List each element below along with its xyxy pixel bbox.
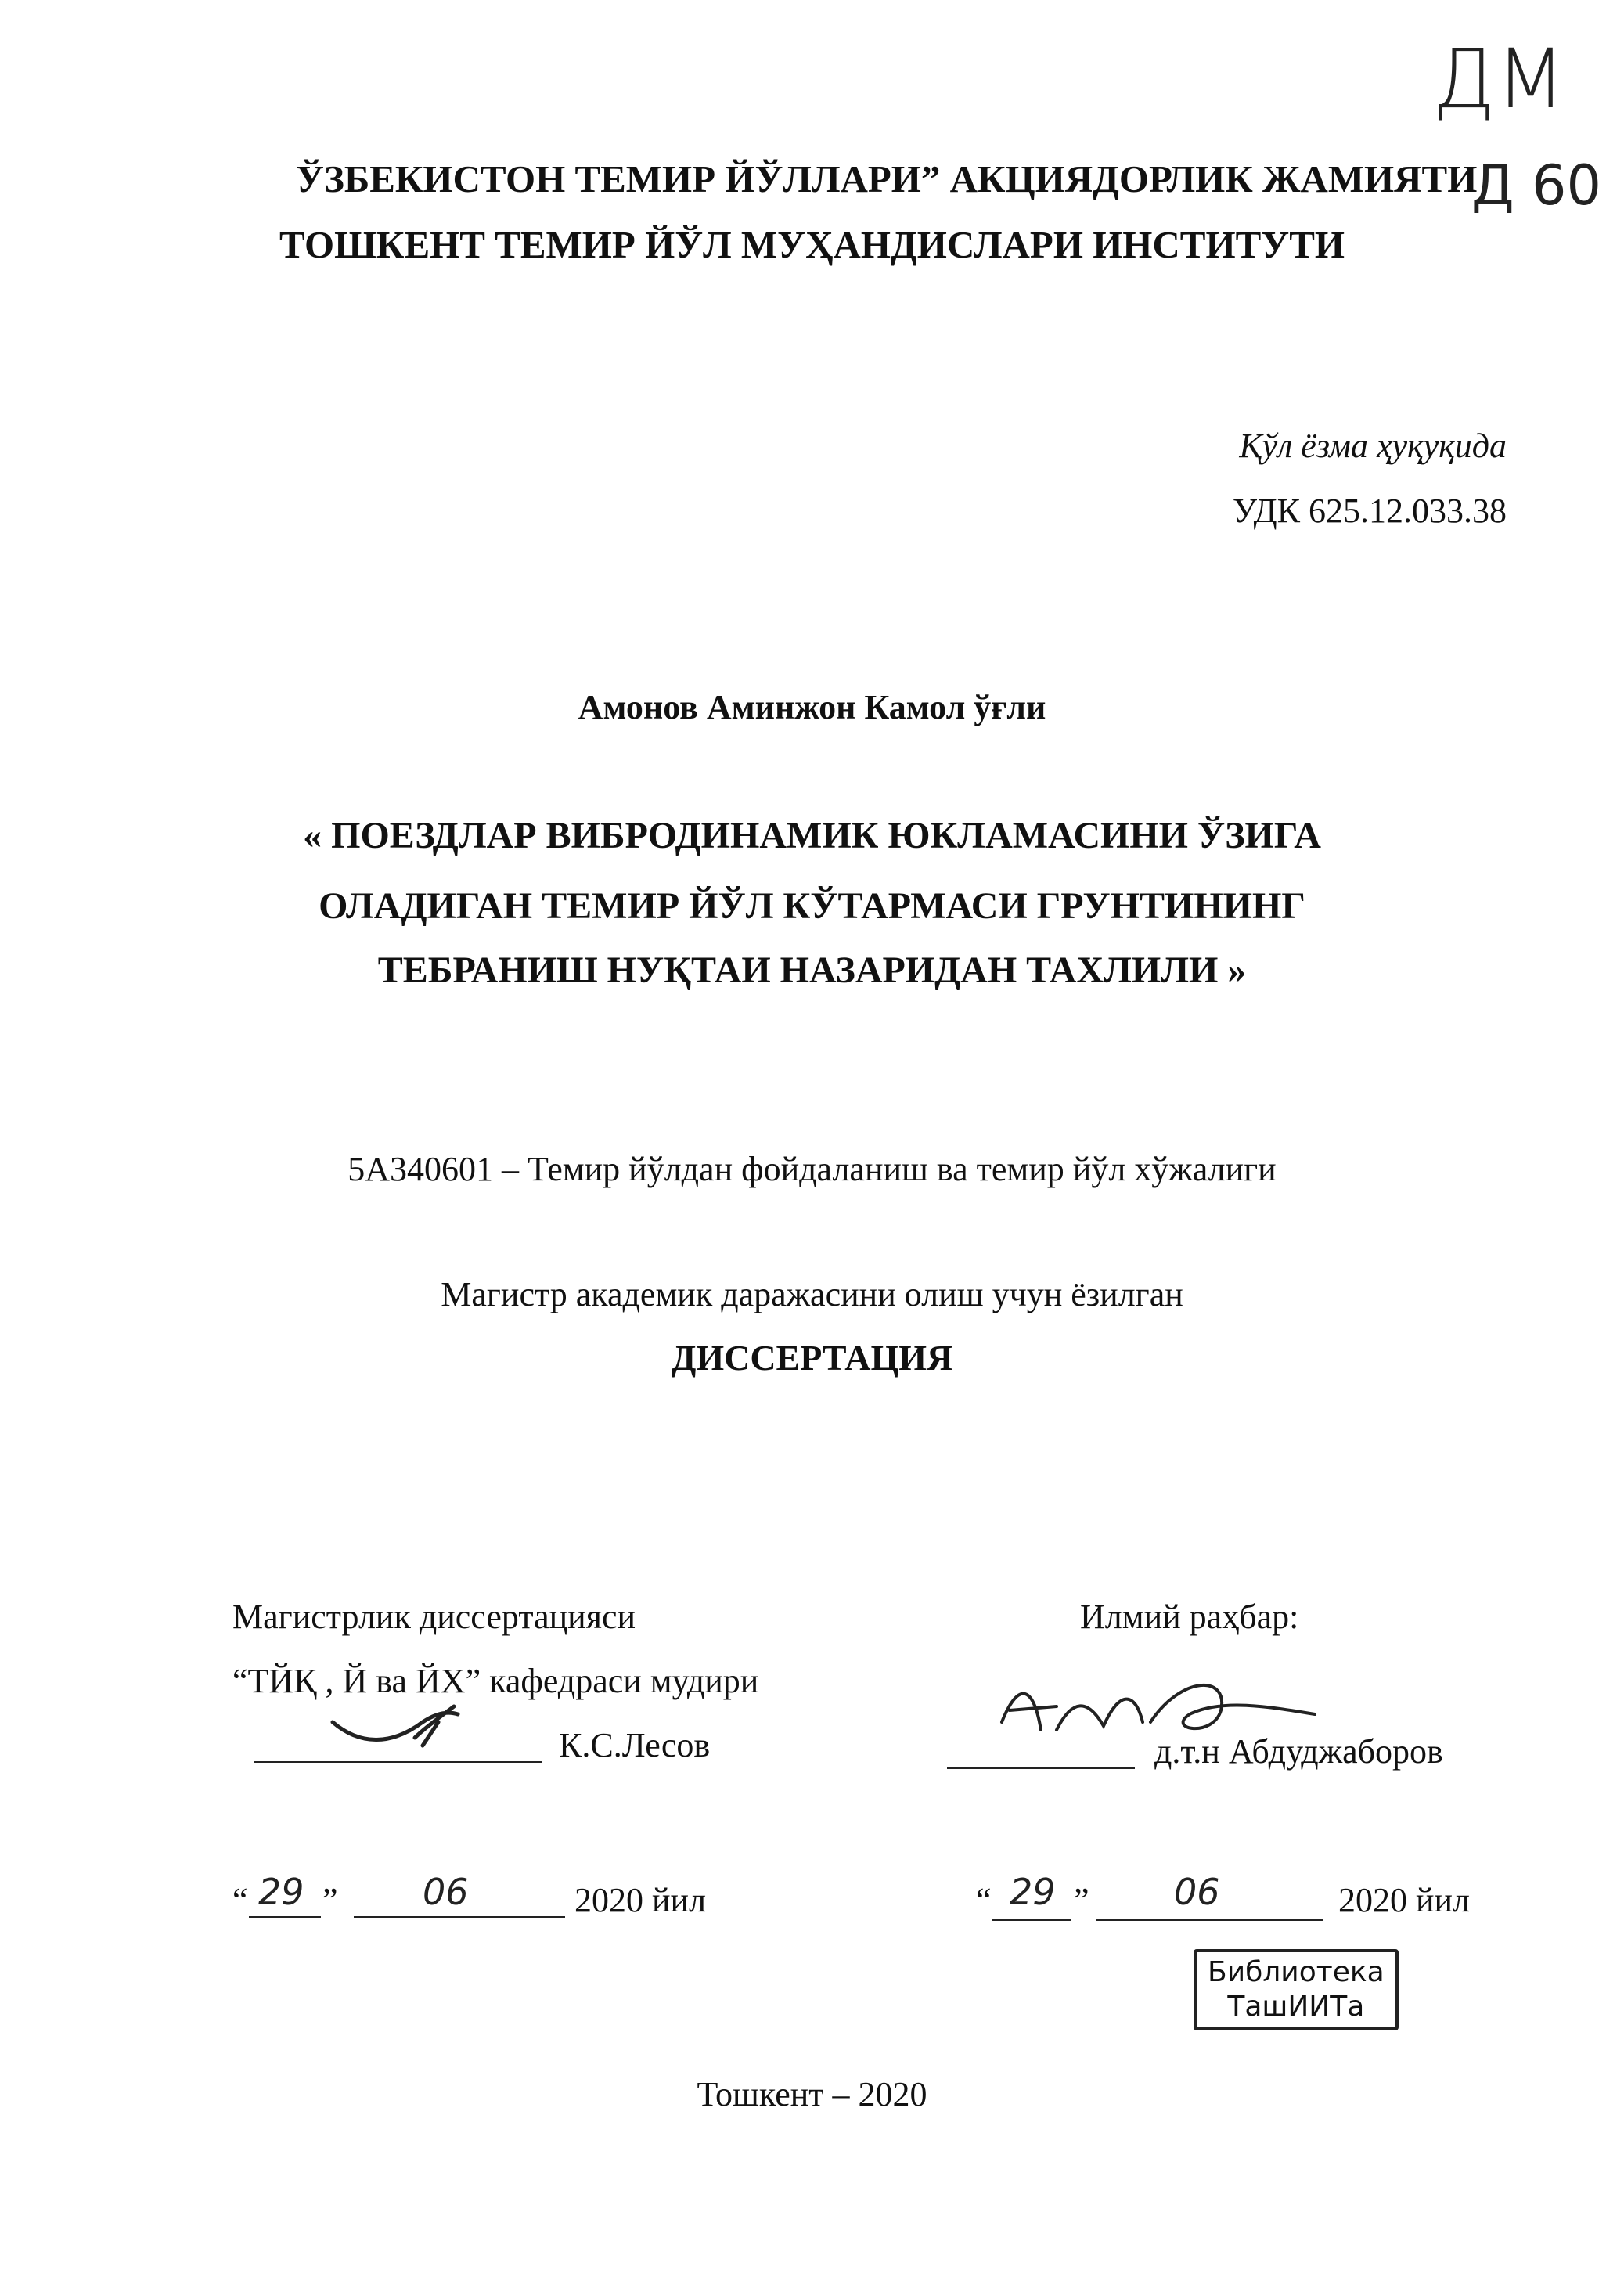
- right-date-month-line: [1096, 1919, 1323, 1921]
- udk-code: УДК 625.12.033.38: [1232, 492, 1507, 530]
- degree-line: Магистр академик даражасини олиш учун ёзилган: [441, 1275, 1183, 1313]
- specialty-code: 5А340601 – Темир йўлдан фойдаланиш ва темир йўл хўжалиги: [347, 1150, 1277, 1188]
- header-handwritten-note: Д 60: [1471, 153, 1602, 218]
- header-institute: ТОШКЕНТ ТЕМИР ЙЎЛ МУҲАНДИСЛАРИ ИНСТИТУТИ: [279, 223, 1345, 266]
- thesis-title-line2: ОЛАДИГАН ТЕМИР ЙЎЛ КЎТАРМАСИ ГРУНТИНИНГ: [319, 885, 1305, 927]
- right-sign-name: д.т.н Абдуджаборов: [1154, 1732, 1443, 1771]
- left-date-month-line: [354, 1916, 565, 1918]
- left-sign-line1: Магистрлик диссертацияси: [232, 1598, 636, 1636]
- thesis-title-line3: ТЕБРАНИШ НУҚТАИ НАЗАРИДАН ТАХЛИЛИ »: [377, 949, 1247, 991]
- handwritten-corner-note: ДМ: [1432, 31, 1566, 127]
- right-date-close-quote: ”: [1074, 1881, 1089, 1919]
- right-date-day-line: [992, 1919, 1071, 1921]
- author-name: Амонов Аминжон Камол ўғли: [578, 688, 1046, 726]
- left-date-month: 06: [423, 1871, 469, 1913]
- document-type: ДИССЕРТАЦИЯ: [671, 1338, 953, 1378]
- left-sign-name: К.С.Лесов: [559, 1726, 711, 1764]
- left-date-year: 2020 йил: [574, 1881, 707, 1919]
- left-date-day: 29: [258, 1871, 304, 1913]
- right-date-year: 2020 йил: [1338, 1881, 1471, 1919]
- library-stamp: [1194, 1949, 1399, 2030]
- right-date-day: 29: [1010, 1871, 1056, 1913]
- left-date-close-quote: ”: [322, 1881, 338, 1919]
- header-organization: ЎЗБЕКИСТОН ТЕМИР ЙЎЛЛАРИ” АКЦИЯДОРЛИК ЖАМИЯТИ: [296, 157, 1478, 200]
- stamp-line1: Библиотека: [1208, 1956, 1385, 1988]
- header-line1: [296, 157, 1477, 201]
- thesis-title-line1: « ПОЕЗДЛАР ВИБРОДИНАМИК ЮКЛАМАСИНИ ЎЗИГА: [303, 815, 1321, 856]
- footer-city-year: Тошкент – 2020: [697, 2075, 927, 2113]
- left-date-open-quote: “: [232, 1881, 248, 1919]
- right-signature-line: [947, 1767, 1135, 1769]
- right-date-month: 06: [1174, 1871, 1220, 1913]
- rights-text: Қўл ёзма ҳуқуқида: [1239, 427, 1507, 465]
- left-signature-mark: [329, 1699, 470, 1769]
- right-date-open-quote: “: [976, 1881, 992, 1919]
- right-sign-line1: Илмий раҳбар:: [1080, 1598, 1299, 1636]
- left-sign-line2: “ТЙҚ , Й ва ЙХ” кафедраси мудири: [232, 1662, 759, 1700]
- left-date-day-line: [249, 1916, 321, 1918]
- stamp-line2: ТашИИТа: [1227, 1991, 1365, 2023]
